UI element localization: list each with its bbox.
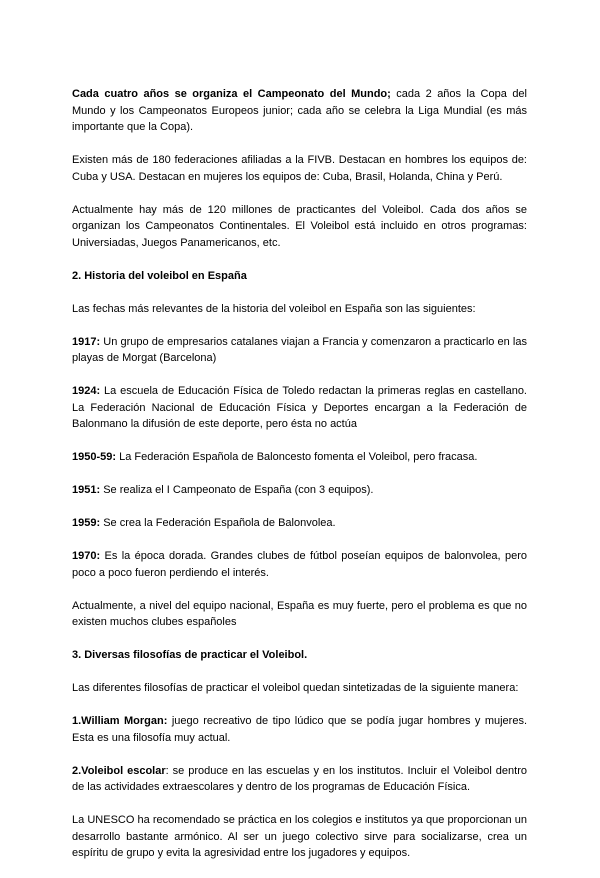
section-2-heading: 2. Historia del voleibol en España bbox=[72, 269, 247, 282]
section-3-heading: 3. Diversas filosofías de practicar el Voleibol. bbox=[72, 649, 308, 661]
intro-paragraph-1 bbox=[72, 86, 527, 136]
history-entry-year: 1951: bbox=[72, 484, 101, 496]
section-2-intro: Las fechas más relevantes de la historia del voleibol en España son las siguientes: bbox=[72, 302, 476, 315]
philosophy-entry-title: 2.Voleibol escolar bbox=[72, 764, 166, 777]
philosophy-entry-2 bbox=[72, 763, 527, 796]
history-entry-year: 1959: bbox=[72, 517, 101, 529]
document-page bbox=[72, 86, 527, 878]
section-3-intro: Las diferentes filosofías de practicar el voleibol quedan sintetizadas de la siguiente manera: bbox=[72, 682, 519, 694]
history-entry-1951 bbox=[72, 482, 527, 499]
history-entry-text: Se realiza el I Campeonato de España (con 3 equipos). bbox=[100, 484, 374, 496]
history-entry-1959 bbox=[72, 515, 527, 532]
philosophy-entry-title: 1.William Morgan: bbox=[72, 715, 168, 727]
history-entry-year: 1924: bbox=[72, 385, 101, 397]
section-3-closing: La UNESCO ha recomendado se práctica en los colegios e institutos ya que proporcionan un desarrollo bastante armónico. Al ser un juego colectivo sirve para socializarse, crea un espíritu de grupo y evita la agresividad entre los jugadores y equipos. bbox=[72, 814, 527, 859]
philosophy-entry-text: juego recreativo de tipo lúdico que se podía jugar hombres y mujeres. Esta es una filosofía muy actual. bbox=[72, 715, 527, 744]
section-2-closing: Actualmente, a nivel del equipo nacional, España es muy fuerte, pero el problema es que no existen muchos clubes españoles bbox=[72, 599, 527, 628]
history-entry-text: Un grupo de empresarios catalanes viajan a Francia y comenzaron a practicarlo en las playas de Morgat (Barcelona) bbox=[72, 335, 527, 364]
philosophy-entry-text: : se produce en las escuelas y en los institutos. Incluir el Voleibol dentro de las actividades extraescolares y dentro de los programas de Educación Física. bbox=[72, 764, 527, 793]
intro-paragraph-1-text: cada 2 años la Copa del Mundo y los Campeonatos Europeos junior; cada año se celebra la Liga Mundial (es más importante que la Copa). bbox=[72, 88, 527, 133]
history-entry-1917 bbox=[72, 334, 527, 367]
intro-paragraph-1-lead: Cada cuatro años se organiza el Campeonato del Mundo; bbox=[72, 88, 391, 100]
history-entry-text: La escuela de Educación Física de Toledo redactan la primeras reglas en castellano. La Federación Nacional de Educación Física y Deportes encargan a la Federación de Balonmano la difusión de este deporte, pero ésta no actúa bbox=[72, 385, 527, 430]
history-entry-1950-59 bbox=[72, 449, 527, 466]
history-entry-1924 bbox=[72, 383, 527, 433]
history-entry-text: Se crea la Federación Española de Balonvolea. bbox=[100, 517, 336, 529]
history-entry-1970 bbox=[72, 548, 527, 581]
history-entry-year: 1950-59: bbox=[72, 451, 117, 463]
history-entry-text: Es la época dorada. Grandes clubes de fútbol poseían equipos de balonvolea, pero poco a poco fueron perdiendo el interés. bbox=[72, 550, 527, 579]
history-entry-text: La Federación Española de Baloncesto fomenta el Voleibol, pero fracasa. bbox=[116, 451, 478, 463]
philosophy-entry-1 bbox=[72, 713, 527, 746]
intro-paragraph-2: Existen más de 180 federaciones afiliadas a la FIVB. Destacan en hombres los equipos de: Cuba y USA. Destacan en mujeres los equipos de: Cuba, Brasil, Holanda, China y Perú. bbox=[72, 154, 527, 183]
history-entry-year: 1917: bbox=[72, 335, 101, 348]
intro-paragraph-3: Actualmente hay más de 120 millones de practicantes del Voleibol. Cada dos años se organizan los Campeonatos Continentales. El Voleibol está incluido en otros programas: Universiadas, Juegos Panamericanos, etc. bbox=[72, 203, 527, 249]
history-entry-year: 1970: bbox=[72, 550, 101, 562]
